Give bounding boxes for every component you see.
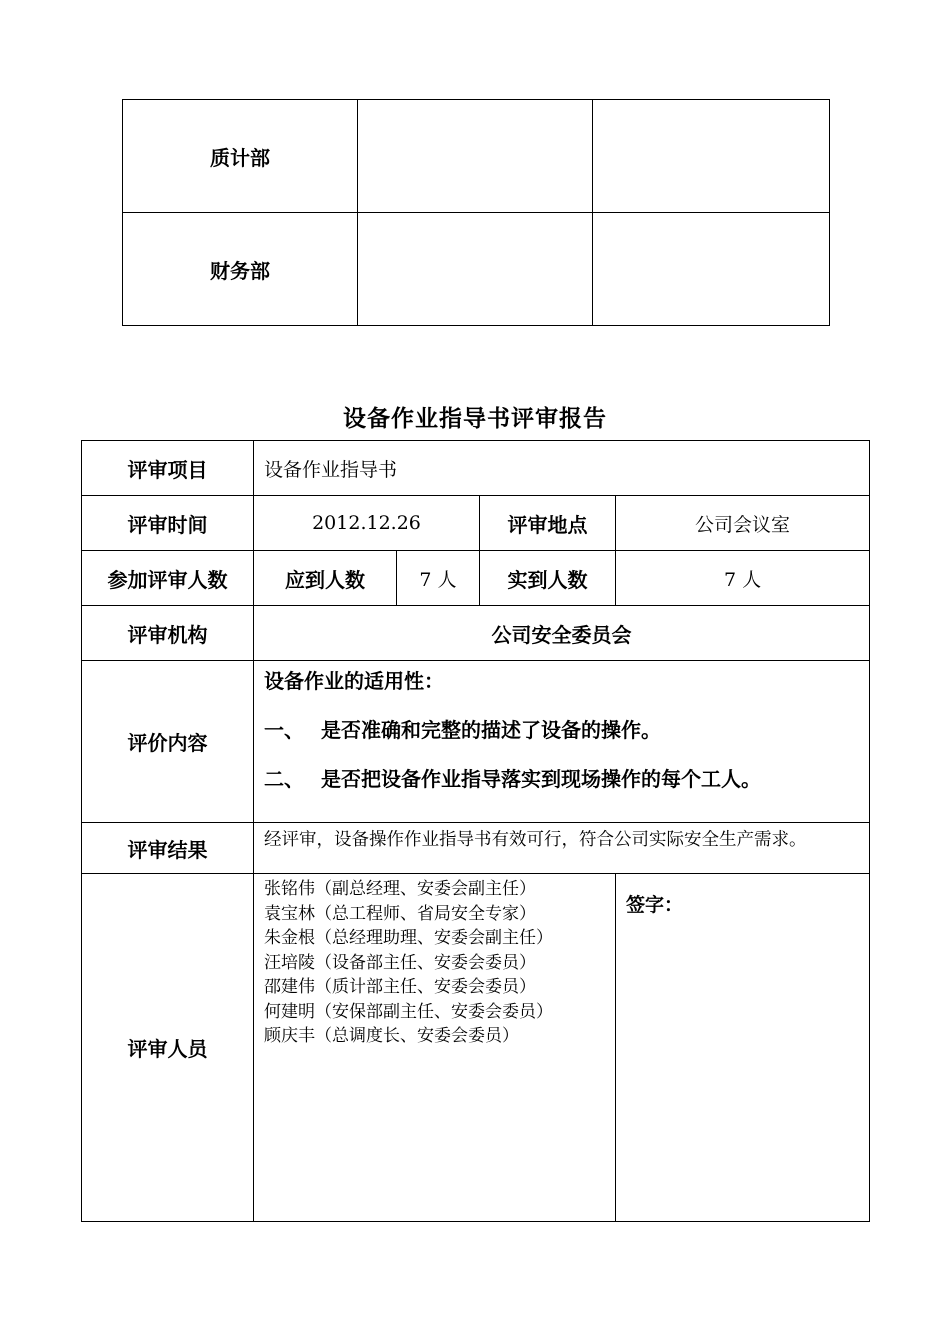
org-label: 评审机构 (82, 606, 254, 661)
content-heading: 设备作业的适用性： (264, 669, 444, 693)
content-item (264, 718, 859, 743)
member-entry: 何建明（安保部副主任、安委会委员） (264, 1001, 553, 1022)
table-row (82, 874, 870, 1222)
empty-cell (593, 213, 830, 326)
table-row (82, 823, 870, 874)
table-row (82, 606, 870, 661)
actual-value: 7 人 (616, 551, 870, 606)
time-label: 评审时间 (82, 496, 254, 551)
result-label: 评审结果 (82, 823, 254, 874)
empty-cell (593, 100, 830, 213)
content-item-number: 二、 (264, 767, 304, 791)
dept-label: 财务部 (123, 213, 358, 326)
content-item (264, 767, 859, 792)
member-entry: 汪培陵（设备部主任、安委会委员） (264, 952, 536, 973)
members-cell (254, 874, 616, 1222)
place-label: 评审地点 (480, 496, 616, 551)
signature-label: 签字： (616, 874, 870, 1222)
table-row (82, 496, 870, 551)
empty-cell (358, 100, 593, 213)
content-item-number: 一、 (264, 718, 304, 742)
table-row (82, 551, 870, 606)
result-value: 经评审，设备操作作业指导书有效可行，符合公司实际安全生产需求。 (254, 823, 870, 874)
member-entry: 顾庆丰（总调度长、安委会委员） (264, 1026, 519, 1046)
content-label: 评价内容 (82, 661, 254, 823)
member-entry: 袁宝林（总工程师、省局安全专家） (264, 903, 536, 924)
item-value: 设备作业指导书 (254, 441, 870, 496)
table-row (123, 100, 830, 213)
item-label: 评审项目 (82, 441, 254, 496)
empty-cell (358, 213, 593, 326)
table-row (82, 661, 870, 823)
actual-label: 实到人数 (480, 551, 616, 606)
content-cell (254, 661, 870, 823)
expected-label: 应到人数 (254, 551, 397, 606)
org-value: 公司安全委员会 (254, 606, 870, 661)
table-row (82, 441, 870, 496)
content-item-text: 是否把设备作业指导落实到现场操作的每个工人。 (321, 767, 761, 791)
table-row (123, 213, 830, 326)
approval-table (122, 99, 830, 326)
members-label: 评审人员 (82, 874, 254, 1222)
member-entry: 朱金根（总经理助理、安委会副主任） (264, 928, 553, 948)
report-title: 设备作业指导书评审报告 (343, 406, 607, 432)
review-report-table (81, 440, 870, 1222)
count-label: 参加评审人数 (82, 551, 254, 606)
time-value: 2012.12.26 (254, 496, 480, 551)
member-entry: 邵建伟（质计部主任、安委会委员） (264, 977, 536, 997)
dept-label: 质计部 (123, 100, 358, 213)
expected-value: 7 人 (397, 551, 480, 606)
member-entry: 张铭伟（副总经理、安委会副主任） (264, 879, 536, 899)
place-value: 公司会议室 (616, 496, 870, 551)
content-item-text: 是否准确和完整的描述了设备的操作。 (321, 718, 661, 742)
